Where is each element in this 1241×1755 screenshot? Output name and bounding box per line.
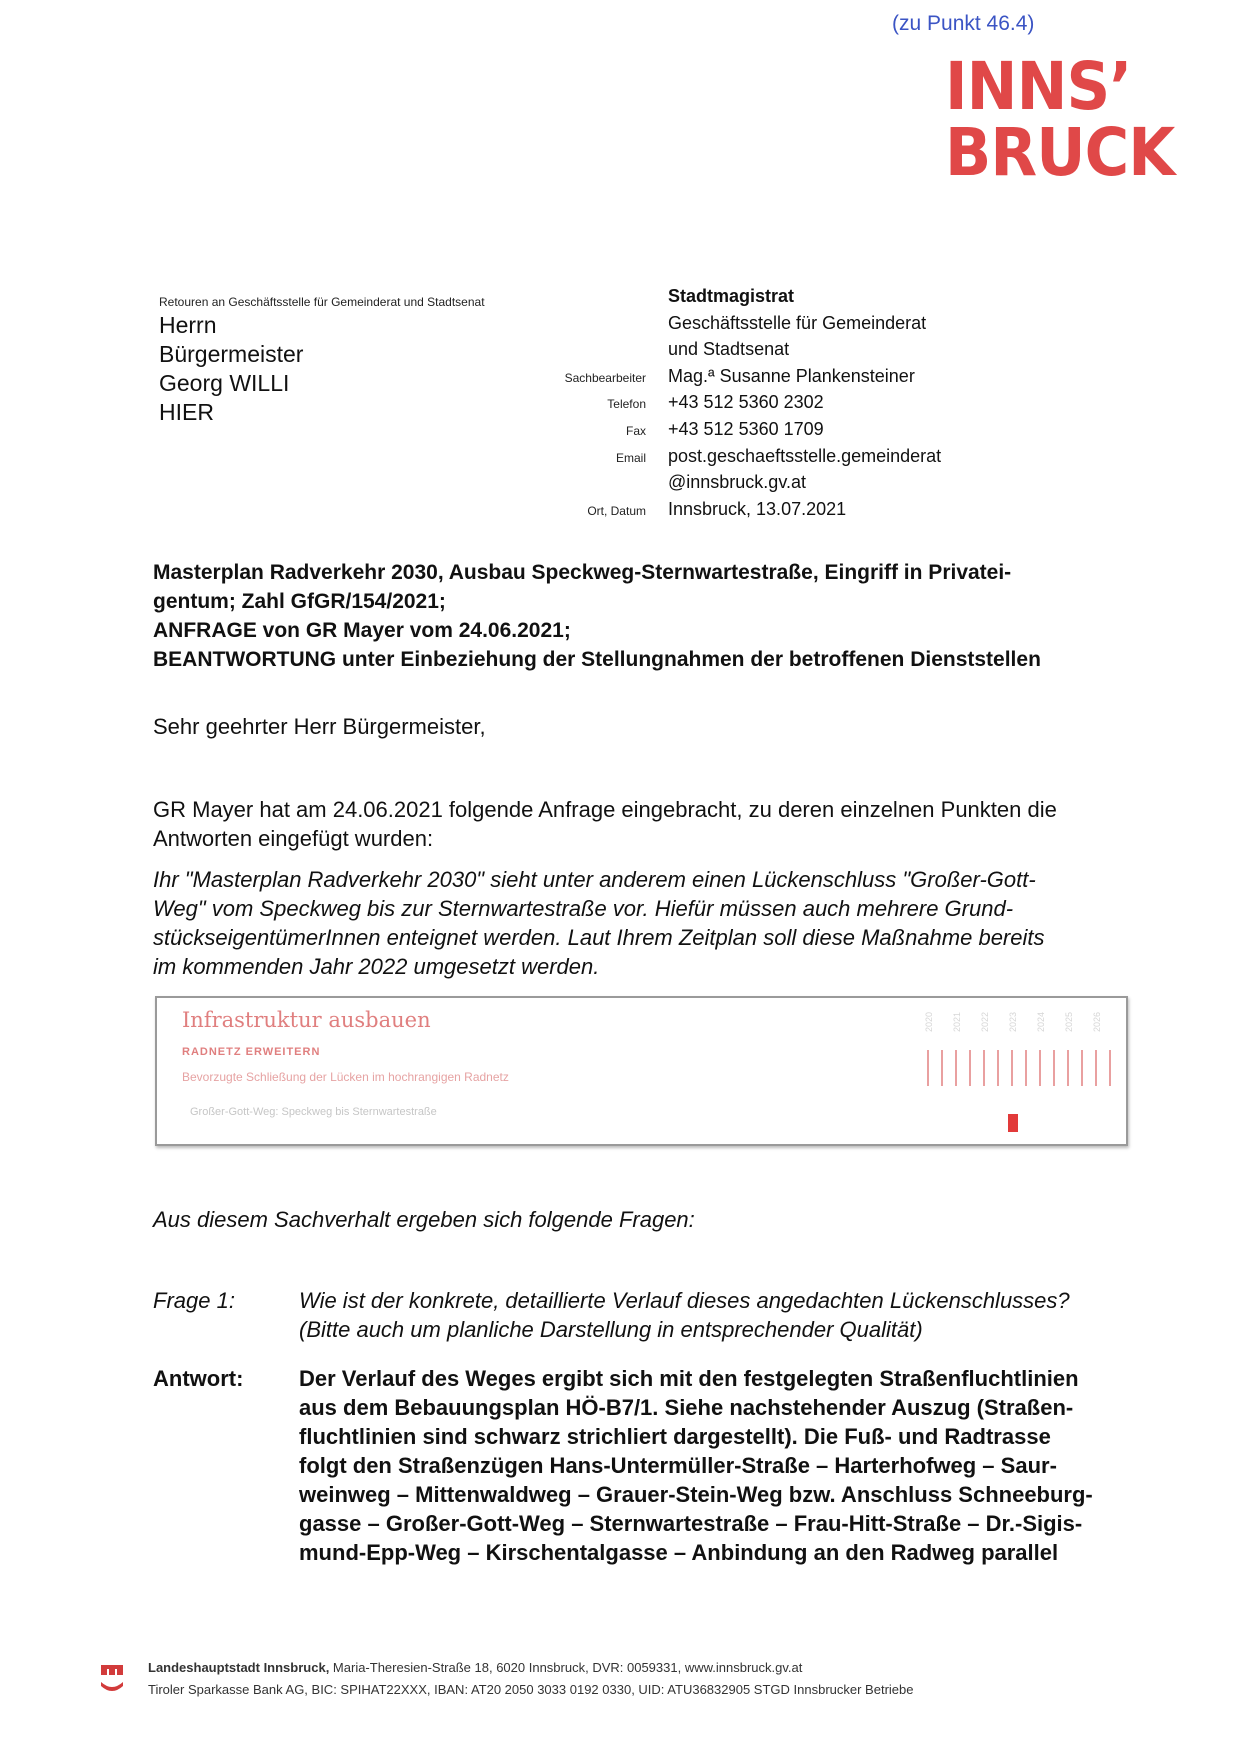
recipient-line: Georg WILLI	[159, 370, 290, 396]
subject-block	[153, 558, 1143, 674]
subject-line: gentum; Zahl GfGR/154/2021;	[153, 590, 446, 613]
timeline-tick	[1011, 1050, 1013, 1086]
answer-1-label: Antwort:	[153, 1366, 244, 1391]
question-line: Wie ist der konkrete, detaillierte Verlauf dieses angedachten Lückenschlusses?	[299, 1288, 1070, 1313]
answer-line: mund-Epp-Weg – Kirschentalgasse – Anbindung an den Radweg parallel	[299, 1540, 1059, 1565]
answer-line: fluchtlinien sind schwarz strichliert dargestellt). Die Fuß- und Radtrasse	[299, 1424, 1051, 1449]
sender-email: post.geschaeftsstelle.gemeinderat	[668, 445, 942, 466]
sender-row	[440, 392, 1000, 419]
return-address-line: Retouren an Geschäftsstelle für Gemeinderat und Stadtsenat	[159, 295, 485, 309]
recipient-line: Bürgermeister	[159, 341, 304, 367]
salutation: Sehr geehrter Herr Bürgermeister,	[153, 714, 486, 739]
sender-value: +43 512 5360 1709	[668, 418, 824, 439]
sender-label: Ort, Datum	[587, 503, 646, 518]
sender-row	[440, 286, 1000, 313]
quote-line: stückseigentümerInnen enteignet werden. Laut Ihrem Zeitplan soll diese Maßnahme bereits	[153, 925, 1045, 950]
answer-1-text	[299, 1364, 1145, 1567]
answer-line: weinweg – Mittenwaldweg – Grauer-Stein-Weg bzw. Anschluss Schneeburg-	[299, 1482, 1093, 1507]
timeline-tick	[969, 1050, 971, 1086]
sender-row	[440, 313, 1000, 340]
timeline-tick	[1053, 1050, 1055, 1086]
sender-value: +43 512 5360 2302	[668, 392, 824, 413]
agenda-reference: (zu Punkt 46.4)	[892, 12, 1035, 35]
sender-info	[440, 286, 1000, 525]
quote-line: Weg" vom Speckweg bis zur Sternwartestraße vor. Hiefür müssen auch mehrere Grund-	[153, 896, 1014, 921]
city-emblem-icon	[100, 1662, 134, 1696]
timeline-tick	[955, 1050, 957, 1086]
sender-row	[440, 499, 1000, 526]
footer-org-name: Landeshauptstadt Innsbruck,	[148, 1660, 330, 1675]
timeline-marker	[1008, 1114, 1018, 1132]
excerpt-description: Bevorzugte Schließung der Lücken im hochrangigen Radnetz	[182, 1070, 509, 1084]
question-line: (Bitte auch um planliche Darstellung in entsprechender Qualität)	[299, 1317, 923, 1342]
timeline-year: 2025	[1064, 1012, 1074, 1033]
quote-line: im kommenden Jahr 2022 umgesetzt werden.	[153, 954, 600, 979]
recipient-block	[159, 311, 303, 427]
timeline-year: 2023	[1008, 1012, 1018, 1033]
subject-line: BEANTWORTUNG unter Einbeziehung der Stellungnahmen der betroffenen Dienststellen	[153, 648, 1041, 671]
timeline-years	[920, 1004, 1120, 1124]
sender-label: Fax	[625, 423, 646, 438]
answer-line: Der Verlauf des Weges ergibt sich mit den festgelegten Straßenfluchtlinien	[299, 1366, 1079, 1391]
timeline-tick	[927, 1050, 929, 1086]
subject-line: Masterplan Radverkehr 2030, Ausbau Speckweg-Sternwartestraße, Eingriff in Privatei-	[153, 561, 1012, 584]
recipient-line: HIER	[159, 399, 214, 425]
sender-value: Stadtmagistrat	[668, 286, 795, 306]
innsbruck-logo	[945, 48, 1195, 191]
timeline-year: 2021	[952, 1012, 962, 1033]
logo-line-2: BRUCK	[945, 114, 1175, 191]
timeline-tick	[1095, 1050, 1097, 1086]
timeline-tick	[1039, 1050, 1041, 1086]
intro-line: Antworten eingefügt wurden:	[153, 826, 434, 851]
intro-paragraph	[153, 795, 1143, 853]
timeline-tick	[1081, 1050, 1083, 1086]
timeline-tick	[983, 1050, 985, 1086]
intro-line: GR Mayer hat am 24.06.2021 folgende Anfrage eingebracht, zu deren einzelnen Punkten die	[153, 797, 1057, 822]
excerpt-title: Infrastruktur ausbauen	[182, 1008, 431, 1032]
timeline-tick	[1067, 1050, 1069, 1086]
sender-row	[440, 419, 1000, 446]
questions-intro: Aus diesem Sachverhalt ergeben sich folgende Fragen:	[153, 1207, 695, 1232]
timeline-year: 2024	[1036, 1012, 1046, 1033]
quote-line: Ihr "Masterplan Radverkehr 2030" sieht unter anderem einen Lückenschluss "Großer-Gott-	[153, 867, 1036, 892]
inquiry-quote	[153, 865, 1143, 981]
footer-address-rest: Maria-Theresien-Straße 18, 6020 Innsbruck, DVR: 0059331, www.innsbruck.gv.at	[329, 1660, 803, 1675]
answer-line: aus dem Bebauungsplan HÖ-B7/1. Siehe nachstehender Auszug (Straßen-	[299, 1395, 1074, 1420]
timeline-tick	[941, 1050, 943, 1086]
timeline-year: 2022	[980, 1012, 990, 1033]
sender-date: Innsbruck, 13.07.2021	[668, 498, 847, 519]
sender-row	[440, 446, 1000, 473]
sender-value: und Stadtsenat	[668, 339, 790, 360]
answer-line: folgt den Straßenzügen Hans-Untermüller-Straße – Harterhofweg – Saur-	[299, 1453, 1057, 1478]
timeline-tick	[997, 1050, 999, 1086]
excerpt-subtitle: RADNETZ ERWEITERN	[182, 1046, 321, 1058]
answer-line: gasse – Großer-Gott-Weg – Sternwartestraße – Frau-Hitt-Straße – Dr.-Sigis-	[299, 1511, 1083, 1536]
subject-line: ANFRAGE von GR Mayer vom 24.06.2021;	[153, 619, 571, 642]
sender-row	[440, 366, 1000, 393]
sender-label: Email	[615, 450, 646, 465]
footer-bank: Tiroler Sparkasse Bank AG, BIC: SPIHAT22XXX, IBAN: AT20 2050 3033 0192 0330, UID: ATU36832905 STGD Innsbrucker Betriebe	[148, 1682, 914, 1697]
sender-value: Mag.ª Susanne Plankensteiner	[668, 365, 915, 386]
timeline-tick	[1025, 1050, 1027, 1086]
question-1-text	[299, 1286, 1145, 1344]
timeline-year: 2026	[1092, 1012, 1102, 1033]
recipient-line: Herrn	[159, 312, 217, 338]
masterplan-excerpt-image	[155, 996, 1128, 1146]
timeline-tick	[1109, 1050, 1111, 1086]
sender-row	[440, 472, 1000, 499]
logo-line-1: INNS’	[945, 48, 1132, 125]
sender-email: @innsbruck.gv.at	[668, 472, 806, 493]
footer-address	[148, 1660, 802, 1675]
sender-label: Telefon	[607, 397, 646, 412]
question-1-label: Frage 1:	[153, 1288, 235, 1313]
sender-value: Geschäftsstelle für Gemeinderat	[668, 312, 927, 333]
excerpt-item: Großer-Gott-Weg: Speckweg bis Sternwartestraße	[190, 1106, 437, 1118]
sender-label: Sachbearbeiter	[564, 370, 646, 385]
timeline-year: 2020	[924, 1012, 934, 1033]
sender-row	[440, 339, 1000, 366]
